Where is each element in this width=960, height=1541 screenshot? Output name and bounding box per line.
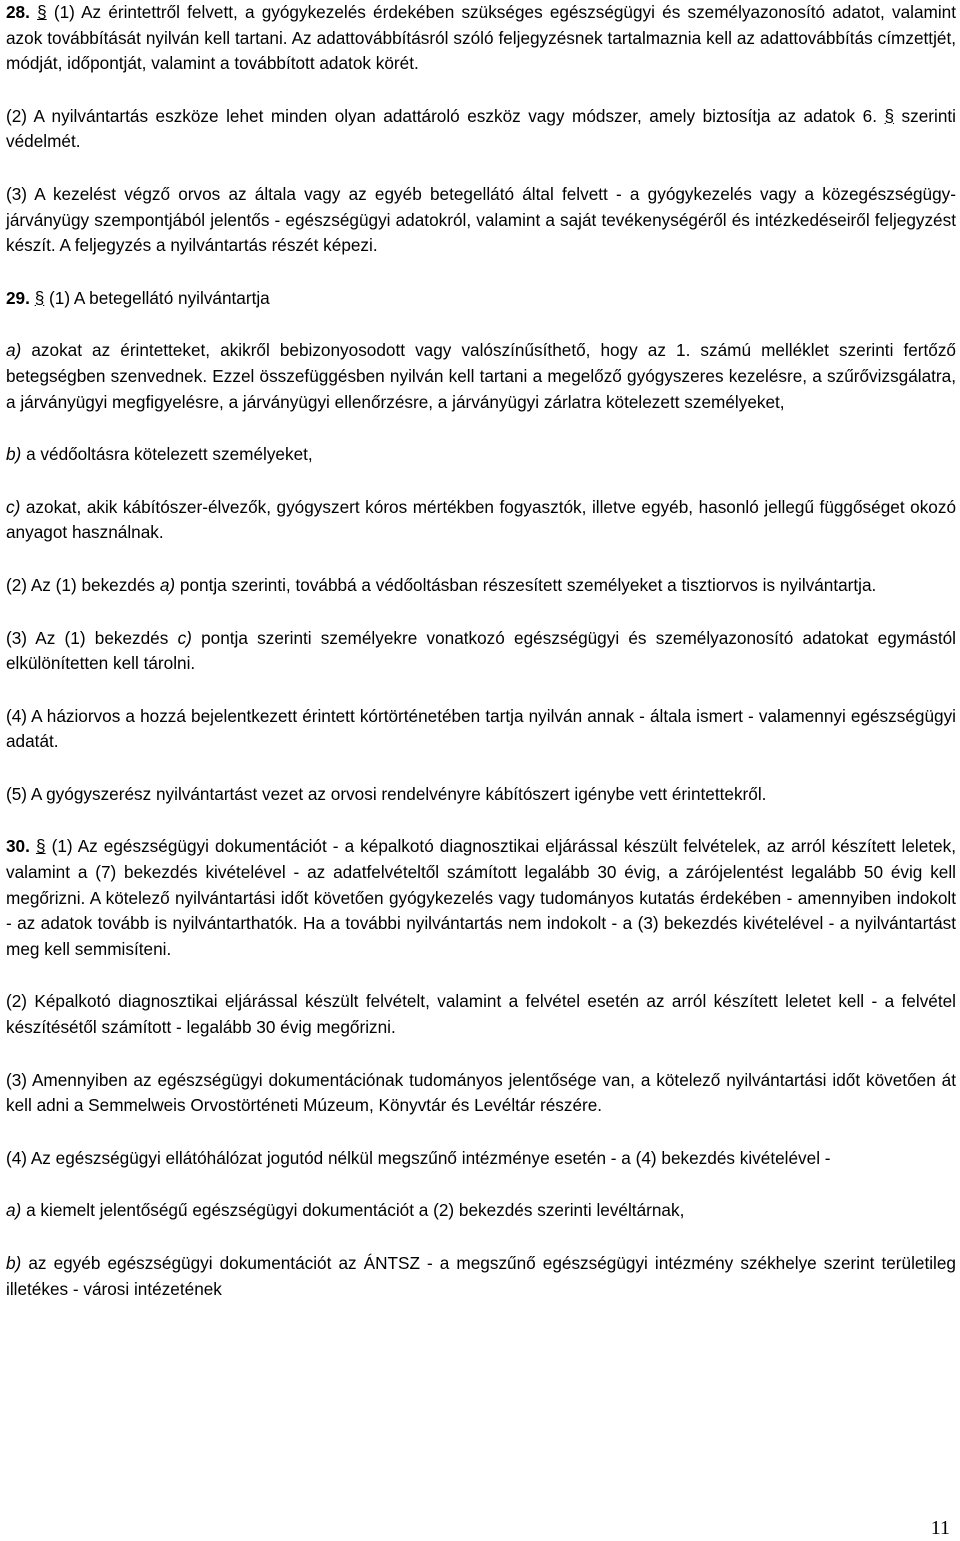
point-label-a: a) [159, 574, 176, 595]
section-symbol: § [37, 2, 47, 22]
point-label-b: b) [6, 1253, 22, 1273]
section-29-paragraph-3-text-b: pontja szerinti személyekre vonatkozó egészségügyi és személyazonosító adatokat egymástól elkülönítetten kell tárolni. [6, 627, 956, 674]
section-28-paragraph-1 [6, 0, 956, 77]
section-29-point-b-text: a védőoltásra kötelezett személyeket, [26, 444, 313, 465]
section-29-paragraph-3 [6, 626, 956, 677]
section-30-point-b [6, 1251, 956, 1302]
section-30-paragraph-4 [6, 1146, 956, 1172]
section-29-paragraph-2-text-a: (2) Az (1) bekezdés [6, 574, 156, 595]
section-28-paragraph-3 [6, 182, 956, 259]
section-29-paragraph-2 [6, 573, 956, 599]
section-29-paragraph-5-text: (5) A gyógyszerész nyilvántartást vezet az orvosi rendelvényre kábítószert igénybe vett érintettekről. [6, 783, 767, 804]
section-29-paragraph-1-text: (1) A betegellátó nyilvántartja [49, 287, 270, 308]
point-label-c: c) [6, 496, 21, 517]
section-28-paragraph-1-text: (1) Az érintettről felvett, a gyógykezelés érdekében szükséges egészségügyi és személyazonosító adatot, valamint azok továbbítását nyilván kell tartani. Az adattovábbításról szóló feljegyzésnek tartalmaznia kell az adattovábbítás címzettjét, módját, időpontját, valamint a továbbított adatok körét. [6, 2, 956, 74]
section-30-paragraph-2 [6, 989, 956, 1040]
section-29-point-a [6, 338, 956, 415]
section-29-paragraph-3-text-a: (3) Az (1) bekezdés [6, 627, 169, 648]
section-29-point-a-text: azokat az érintetteket, akikről bebizonyosodott vagy valószínűsíthető, hogy az 1. számú melléklet szerinti fertőző betegségben szenvednek. Ezzel összefüggésben nyilván kell tartani a megelőző gyógyszeres kezelésre, a szűrővizsgálatra, a járványügyi megfigyelésre, a járványügyi ellenőrzésre, a járványügyi zárlatra kötelezett személyeket, [6, 340, 956, 412]
section-symbol: § [884, 105, 895, 126]
section-30-paragraph-4-text: (4) Az egészségügyi ellátóhálózat jogutód nélkül megszűnő intézménye esetén - a (4) bekezdés kivételével - [6, 1147, 831, 1168]
section-30-point-a [6, 1198, 956, 1224]
point-label-a: a) [6, 1200, 22, 1221]
section-29-paragraph-2-text-b: pontja szerinti, továbbá a védőoltásban részesített személyeket a tisztiorvos is nyilvántartja. [179, 574, 877, 595]
section-30-paragraph-2-text: (2) Képalkotó diagnosztikai eljárással készült felvételt, valamint a felvétel esetén az arról készített leletet kell - a felvétel készítésétől számított - legalább 30 évig megőrizni. [6, 991, 956, 1038]
section-28-paragraph-3-text: (3) A kezelést végző orvos az általa vagy az egyéb betegellátó által felvett - a gyógykezelés vagy a közegészségügy-járványügy szempontjából jelentős - egészségügyi adatokról, valamint a saját tevékenységéről és intézkedéseiről feljegyzést készít. A feljegyzés a nyilvántartás részét képezi. [6, 183, 956, 256]
section-28-paragraph-2-text-a: (2) A nyilvántartás eszköze lehet minden olyan adattároló eszköz vagy módszer, amely biztosítja az adatok 6. [6, 105, 877, 126]
point-label-a: a) [6, 340, 22, 361]
section-30-point-a-text: a kiemelt jelentőségű egészségügyi dokumentációt a (2) bekezdés szerinti levéltárnak, [26, 1200, 685, 1221]
section-28-paragraph-2-text-b: szerinti védelmét. [6, 105, 956, 152]
section-30-paragraph-1 [6, 834, 956, 962]
section-symbol: § [34, 287, 45, 308]
section-29-paragraph-4 [6, 704, 956, 755]
section-30-paragraph-3 [6, 1068, 956, 1119]
section-29-point-c-text: azokat, akik kábítószer-élvezők, gyógyszert kóros mértékben fogyasztók, illetve egyéb, hasonló jellegű függőséget okozó anyagot használnak. [6, 496, 956, 543]
section-28-paragraph-2 [6, 104, 956, 155]
section-29-paragraph-5 [6, 782, 956, 808]
document-page [6, 0, 956, 1329]
section-29-number: 29. [6, 287, 30, 308]
section-symbol: § [35, 836, 46, 857]
section-29-paragraph-1 [6, 286, 956, 312]
point-label-c: c) [177, 627, 192, 648]
page-number: 11 [930, 1517, 950, 1539]
section-30-point-b-text: az egyéb egészségügyi dokumentációt az ÁNTSZ - a megszűnő egészségügyi intézmény székhelye szerint területileg illetékes - városi intézetének [6, 1253, 956, 1299]
section-30-paragraph-1-text: (1) Az egészségügyi dokumentációt - a képalkotó diagnosztikai eljárással készült felvételek, az arról készített leletek, valamint a (7) bekezdés kivételével - az adatfelvételtől számított legalább 30 évig, a zárójelentést legalább 50 évig kell megőrizni. A kötelező nyilvántartási időt követően gyógykezelés vagy tudományos kutatás érdekében - amennyiben indokolt - az adatok tovább is nyilvántarthatók. Ha a további nyilvántartás nem indokolt - a (3) bekezdés kivételével - a nyilvántartást meg kell semmisíteni. [6, 836, 957, 959]
section-30-paragraph-3-text: (3) Amennyiben az egészségügyi dokumentációnak tudományos jelentősége van, a kötelező nyilvántartási időt követően át kell adni a Semmelweis Orvostörténeti Múzeum, Könyvtár és Levéltár részére. [6, 1069, 956, 1116]
section-28-number: 28. [6, 2, 30, 22]
section-29-paragraph-4-text: (4) A háziorvos a hozzá bejelentkezett érintett kórtörténetében tartja nyilván annak - általa ismert - valamennyi egészségügyi adatát. [6, 705, 956, 752]
section-29-point-c [6, 495, 956, 546]
section-30-number: 30. [6, 836, 30, 857]
section-29-point-b [6, 442, 956, 468]
point-label-b: b) [6, 444, 22, 465]
